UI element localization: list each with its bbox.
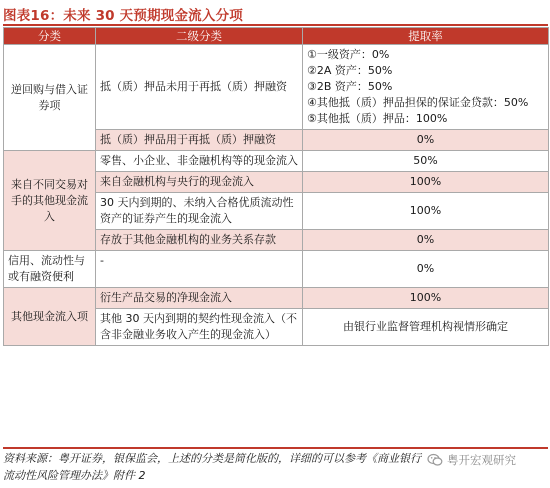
subcategory-cell: 零售、小企业、非金融机构等的现金流入: [96, 151, 303, 172]
rate-cell: 100%: [303, 288, 549, 309]
table-row: [4, 45, 549, 130]
rate-item: ⑤其他抵（质）押品：100%: [307, 112, 448, 125]
header-rate: 提取率: [303, 28, 549, 45]
subcategory-cell: -: [96, 251, 303, 288]
subcategory-cell: 抵（质）押品用于再抵（质）押融资: [96, 130, 303, 151]
figure-title: 图表16：未来 30 天预期现金流入分项: [3, 8, 243, 24]
table-row: [4, 251, 549, 288]
rate-cell: 50%: [303, 151, 549, 172]
rate-cell: 100%: [303, 172, 549, 193]
rate-cell: 0%: [303, 251, 549, 288]
subcategory-cell: 存放于其他金融机构的业务关系存款: [96, 230, 303, 251]
rate-cell: 由银行业监督管理机构视情形确定: [303, 309, 549, 346]
rate-cell: 100%: [303, 193, 549, 230]
rate-item: ②2A 资产：50%: [307, 64, 393, 77]
rate-item: ④其他抵（质）押品担保的保证金贷款：50%: [307, 96, 529, 109]
source-note: 资料来源：粤开证券，银保监会，上述的分类是简化版的，详细的可以参考《商业银行流动性风险管理办法》附件 2: [3, 452, 421, 482]
watermark-text: 粤开宏观研究: [447, 453, 516, 467]
table-row: [4, 151, 549, 172]
subcategory-cell: 30 天内到期的、未纳入合格优质流动性资产的证券产生的现金流入: [96, 193, 303, 230]
header-category: 分类: [4, 28, 96, 45]
rate-item: ①一级资产：0%: [307, 48, 390, 61]
subcategory-cell: 来自金融机构与央行的现金流入: [96, 172, 303, 193]
category-cell: 信用、流动性与或有融资便利: [4, 251, 96, 288]
category-cell: 来自不同交易对手的其他现金流入: [4, 151, 96, 251]
header-subcategory: 二级分类: [96, 28, 303, 45]
header-row: [4, 28, 549, 45]
rate-cell: 0%: [303, 130, 549, 151]
source-rule: [3, 447, 548, 449]
wechat-icon: [427, 452, 443, 468]
category-cell: 逆回购与借入证券项: [4, 45, 96, 151]
rate-cell: 0%: [303, 230, 549, 251]
category-cell: 其他现金流入项: [4, 288, 96, 346]
subcategory-cell: 衍生产品交易的净现金流入: [96, 288, 303, 309]
subcategory-cell: 抵（质）押品未用于再抵（质）押融资: [96, 45, 303, 130]
subcategory-cell: 其他 30 天内到期的契约性现金流入（不含非金融业务收入产生的现金流入）: [96, 309, 303, 346]
title-rule: [3, 24, 548, 26]
table-row: [4, 288, 549, 309]
watermark: [427, 452, 516, 468]
rate-item: ③2B 资产：50%: [307, 80, 393, 93]
cash-inflow-table: [3, 27, 549, 346]
rate-list-cell: [303, 45, 549, 130]
